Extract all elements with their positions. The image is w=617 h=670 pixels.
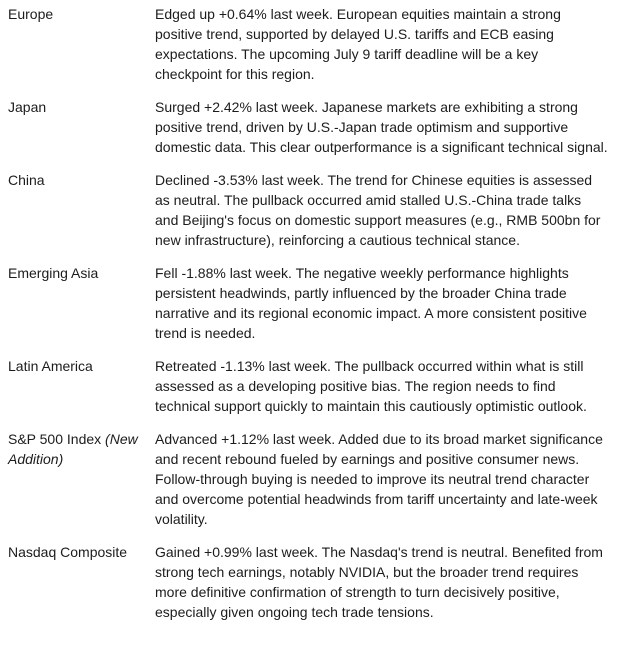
region-name	[8, 170, 155, 190]
region-name	[8, 356, 155, 376]
region-row-latin-america	[8, 356, 617, 416]
region-name	[8, 4, 155, 24]
region-name	[8, 542, 155, 562]
region-name-text: Nasdaq Composite	[8, 544, 128, 560]
region-name	[8, 429, 155, 469]
region-name-text: Emerging Asia	[8, 265, 99, 281]
region-name	[8, 263, 155, 283]
region-summary: Retreated -1.13% last week. The pullback occurred within what is still assessed as a developing positive bias. The region needs to find technical support quickly to maintain this cautiously optimistic outlook.	[155, 358, 587, 414]
region-row-china	[8, 170, 617, 250]
region-name-text: China	[8, 172, 45, 188]
region-row-nasdaq	[8, 542, 617, 622]
region-name-text: Europe	[8, 6, 54, 22]
region-row-europe	[8, 4, 617, 84]
region-row-emerging-asia	[8, 263, 617, 343]
region-name	[8, 97, 155, 117]
region-summary: Advanced +1.12% last week. Added due to its broad market significance and recent rebound fueled by earnings and positive consumer news. Follow-through buying is needed to improve its neutral trend character and overcome potential headwinds from tariff uncertainty and late-week volatility.	[155, 431, 603, 527]
region-summary: Declined -3.53% last week. The trend for Chinese equities is assessed as neutral. The pullback occurred amid stalled U.S.-China trade talks and Beijing's focus on domestic support measures (e.g., RMB 500bn for new infrastructure), reinforcing a cautious technical stance.	[155, 172, 601, 248]
region-name-text: Latin America	[8, 358, 93, 374]
region-summary: Gained +0.99% last week. The Nasdaq's trend is neutral. Benefited from strong tech earnings, notably NVIDIA, but the broader trend requires more definitive confirmation of strength to turn decisively positive, especially given ongoing tech trade tensions.	[155, 544, 603, 620]
region-summary: Surged +2.42% last week. Japanese markets are exhibiting a strong positive trend, driven by U.S.-Japan trade optimism and supportive domestic data. This clear outperformance is a significant technical signal.	[155, 99, 608, 155]
region-new-addition-note: (New Addition)	[8, 431, 138, 467]
region-row-sp500	[8, 429, 617, 529]
region-name-text: Japan	[8, 99, 47, 115]
region-summary: Fell -1.88% last week. The negative weekly performance highlights persistent headwinds, partly influenced by the broader China trade narrative and its regional economic impact. A more consistent positive trend is needed.	[155, 265, 587, 341]
region-row-japan	[8, 97, 617, 157]
region-summary: Edged up +0.64% last week. European equities maintain a strong positive trend, supported by delayed U.S. tariffs and ECB easing expectations. The upcoming July 9 tariff deadline will be a key checkpoint for this region.	[155, 6, 561, 82]
region-name-text: S&P 500 Index	[8, 431, 102, 447]
